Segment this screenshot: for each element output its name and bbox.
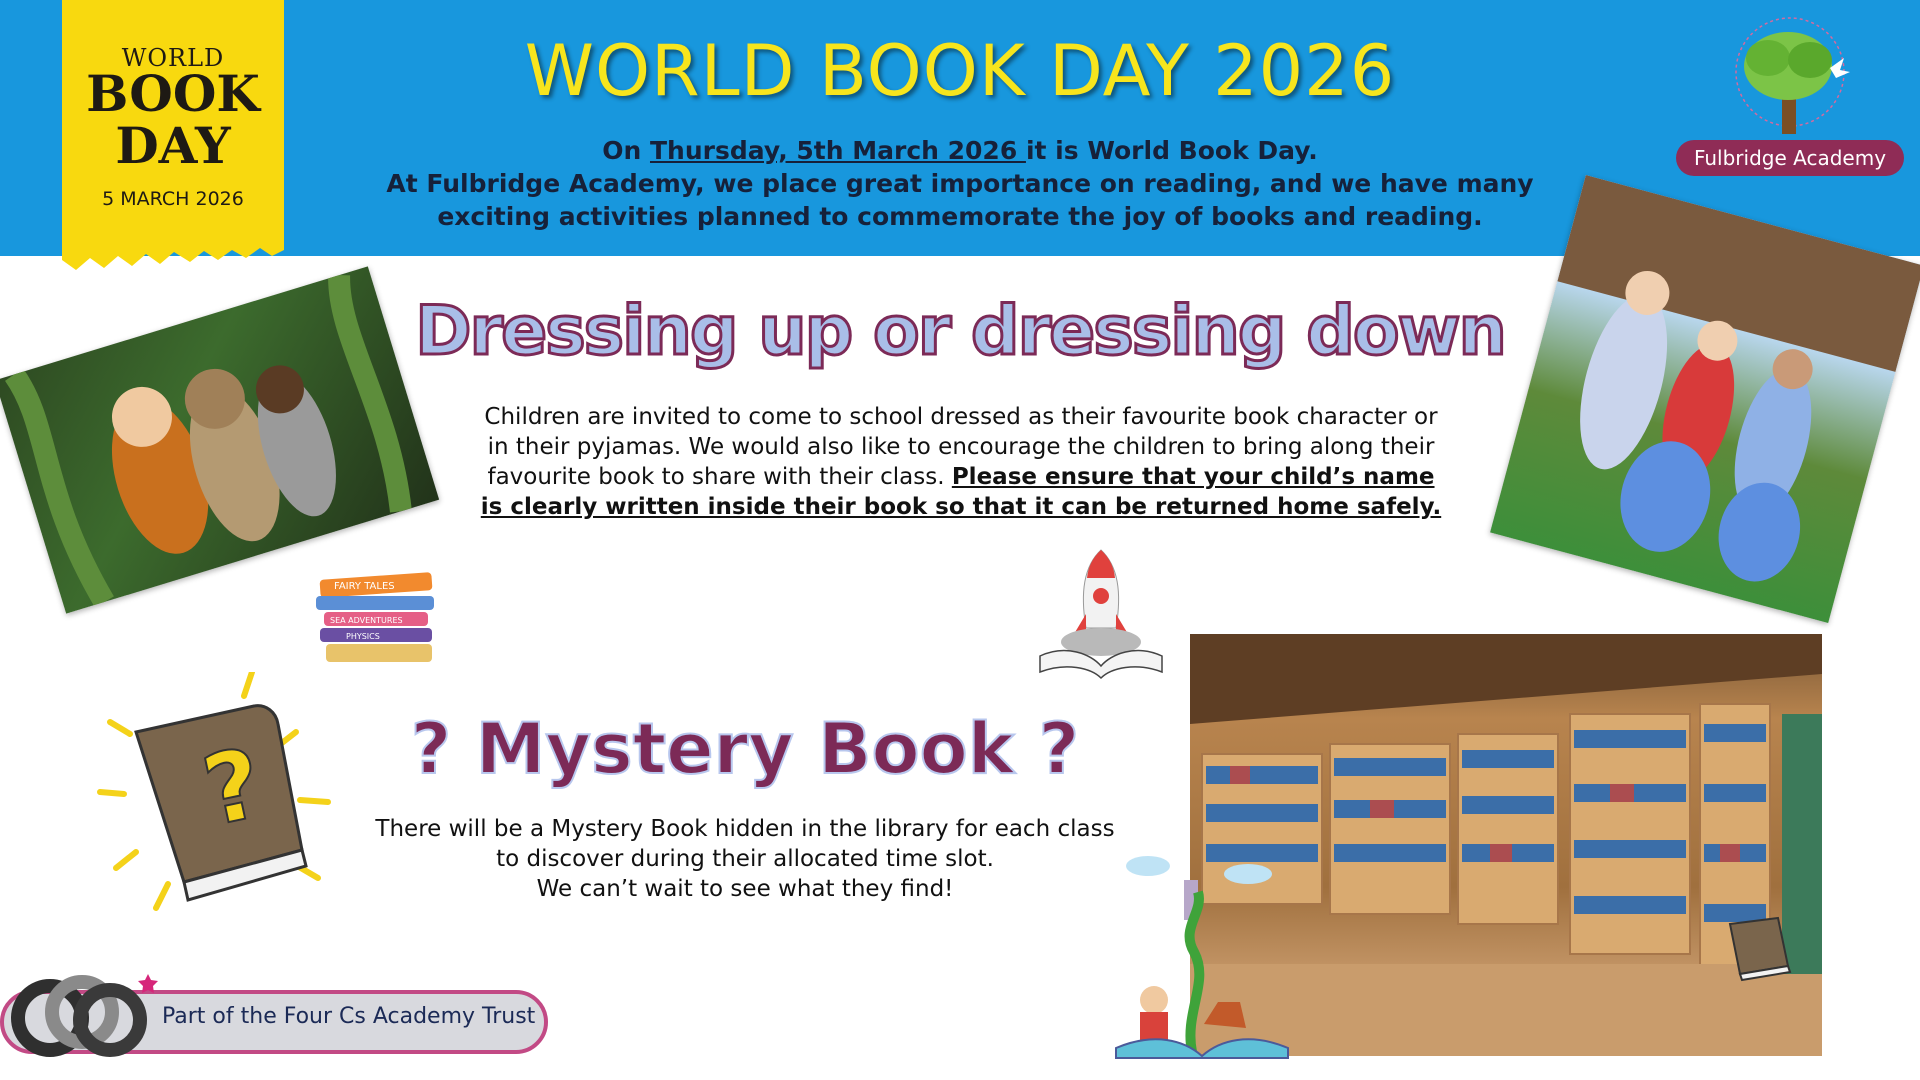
dressing-paragraph bbox=[478, 402, 1444, 522]
badge-book: BOOK bbox=[86, 64, 260, 123]
svg-text:?: ? bbox=[194, 726, 272, 849]
world-book-day-badge bbox=[62, 0, 284, 272]
dressing-emphasis: Please ensure that your child’s name is clearly written inside their book so that it can be returned home safely. bbox=[480, 464, 1442, 520]
book-label-2: SEA ADVENTURES bbox=[330, 616, 403, 625]
intro-line2: At Fulbridge Academy, we place great importance on reading, and we have many exciting activities planned to commemorate the joy of books and reading. bbox=[386, 169, 1534, 231]
mystery-line1: There will be a Mystery Book hidden in the library for each class to discover during their allocated time slot. bbox=[375, 816, 1115, 872]
intro-date: Thursday, 5th March 2026 bbox=[649, 136, 1026, 165]
school-name-label: Fulbridge Academy bbox=[1676, 140, 1904, 176]
footer-text: Part of the Four Cs Academy Trust bbox=[162, 1004, 536, 1029]
beanstalk-book-icon bbox=[1114, 852, 1290, 1062]
dressing-text: Children are invited to come to school dressed as their favourite book character or in their pyjamas. We would also like to encourage the children to bring along their favourite book to share with their class. bbox=[484, 404, 1438, 490]
mystery-line2: We can’t wait to see what they find! bbox=[536, 876, 954, 902]
mystery-heading: ? Mystery Book ? bbox=[410, 708, 1080, 790]
four-cs-trust-logo bbox=[6, 956, 166, 1072]
intro-prefix: On bbox=[602, 136, 650, 165]
book-label-3: PHYSICS bbox=[346, 632, 380, 641]
intro-suffix: it is World Book Day. bbox=[1025, 136, 1318, 165]
book-stack-icon bbox=[312, 572, 440, 672]
intro-text bbox=[380, 134, 1540, 233]
mystery-book-icon bbox=[96, 672, 336, 922]
book-label-1: FAIRY TALES bbox=[334, 581, 395, 592]
star-icon bbox=[138, 974, 158, 993]
dressing-heading: Dressing up or dressing down bbox=[415, 292, 1505, 371]
rocket-book-icon bbox=[1036, 544, 1166, 680]
badge-world: WORLD bbox=[121, 44, 225, 72]
badge-day: DAY bbox=[115, 116, 231, 175]
small-book-icon bbox=[1720, 914, 1798, 984]
badge-date: 5 MARCH 2026 bbox=[102, 188, 244, 210]
page-title: WORLD BOOK DAY 2026 bbox=[524, 30, 1396, 112]
mystery-paragraph bbox=[370, 814, 1120, 904]
